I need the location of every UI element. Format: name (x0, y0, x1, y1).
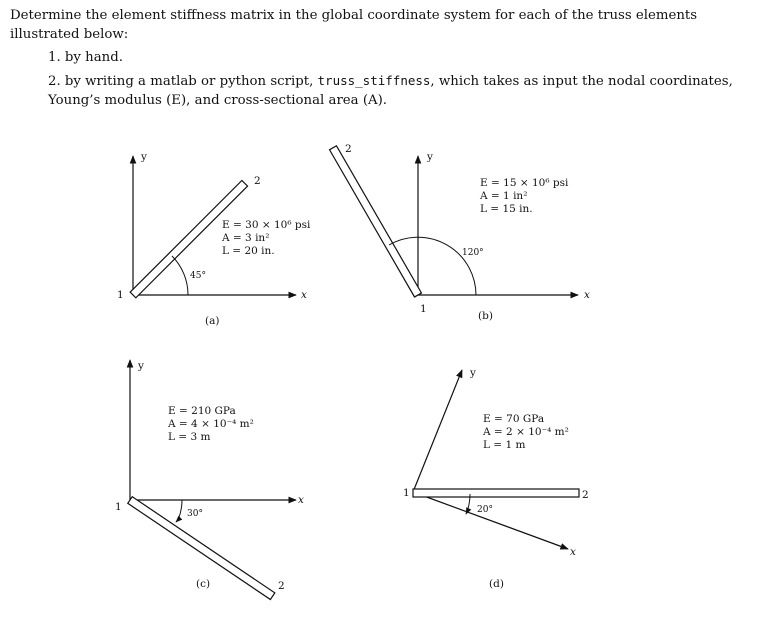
angle-arrow (176, 520, 178, 522)
function-name: truss_stiffness (317, 73, 431, 88)
node-2-label: 2 (254, 175, 261, 187)
figure-caption: (a) (205, 315, 220, 327)
node-1-label: 1 (117, 289, 124, 301)
node-1-label: 1 (115, 501, 122, 513)
area-label: A = 2 × 10⁻⁴ m² (483, 426, 569, 438)
figure-b (330, 143, 590, 322)
length-label: L = 15 in. (480, 203, 533, 215)
figure-caption: (d) (489, 578, 504, 590)
task-number: 1. (48, 50, 61, 65)
y-axis-label: y (141, 151, 147, 163)
x-axis-line (413, 492, 568, 549)
figure-caption: (c) (196, 578, 211, 590)
angle-label: 120° (462, 248, 484, 258)
node-1-label: 1 (403, 487, 410, 499)
truss-element (413, 489, 579, 497)
x-axis-label: x (301, 289, 307, 301)
length-label: L = 20 in. (222, 245, 275, 257)
figure-d (403, 367, 589, 590)
y-axis-line (413, 370, 462, 492)
y-axis-label: y (138, 360, 144, 372)
modulus-label: E = 15 × 10⁶ psi (480, 177, 569, 189)
node-2-label: 2 (278, 580, 285, 592)
modulus-label: E = 70 GPa (483, 413, 545, 425)
figure-c (115, 360, 304, 599)
length-label: L = 1 m (483, 439, 526, 451)
node-2-label: 2 (345, 143, 352, 155)
task-text: by hand. (64, 50, 123, 65)
area-label: A = 4 × 10⁻⁴ m² (168, 418, 254, 430)
node-1-label: 1 (420, 303, 427, 315)
task-number: 2. (48, 74, 61, 89)
y-axis-label: y (427, 151, 433, 163)
angle-arc (172, 256, 188, 295)
x-axis-label: x (584, 289, 590, 301)
modulus-label: E = 30 × 10⁶ psi (222, 219, 311, 231)
angle-label: 20° (477, 505, 493, 515)
truss-element (330, 146, 422, 297)
area-label: A = 3 in² (222, 232, 270, 244)
length-label: L = 3 m (168, 431, 211, 443)
task-text-end: , which takes as input the nodal coordinates, Young’s modulus (E), and cross-sectional area (A). (48, 74, 733, 108)
x-axis-label: x (298, 494, 304, 506)
area-label: A = 1 in² (480, 190, 528, 202)
problem-intro: Determine the element stiffness matrix in the global coordinate system for each of the truss elements illustrated below: (10, 8, 698, 42)
node-2-label: 2 (582, 489, 589, 501)
modulus-label: E = 210 GPa (168, 405, 236, 417)
figure-a (117, 151, 311, 327)
angle-arc (178, 500, 182, 520)
angle-arrow (466, 512, 467, 514)
angle-label: 30° (187, 509, 203, 519)
angle-label: 45° (190, 271, 206, 281)
x-axis-label: x (570, 546, 576, 558)
figure-caption: (b) (478, 310, 493, 322)
y-axis-label: y (470, 367, 476, 379)
task-text: by writing a matlab or python script, (64, 74, 314, 89)
